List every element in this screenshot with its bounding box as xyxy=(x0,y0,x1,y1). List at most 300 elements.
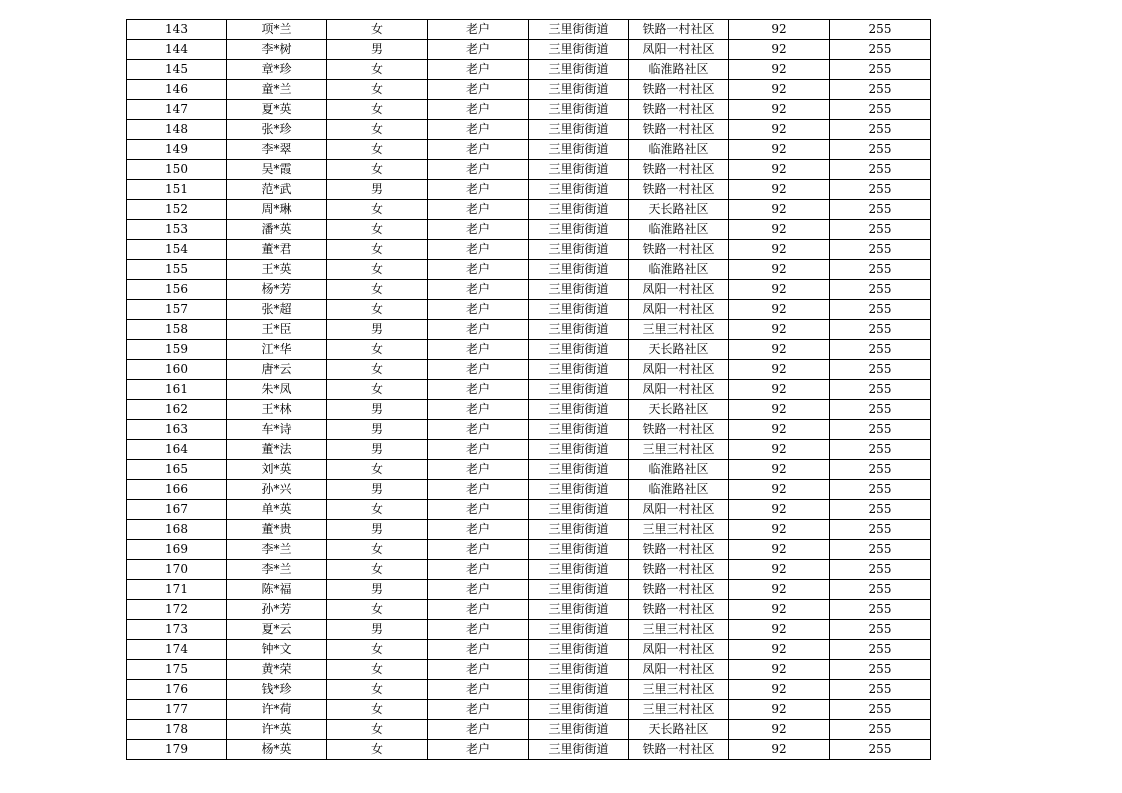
cell-value-a: 92 xyxy=(729,660,830,680)
cell-name: 潘*英 xyxy=(227,220,327,240)
cell-subdistrict: 三里街街道 xyxy=(529,160,629,180)
cell-community: 三里三村社区 xyxy=(629,320,729,340)
cell-value-a: 92 xyxy=(729,640,830,660)
cell-gender: 女 xyxy=(327,360,428,380)
cell-name: 夏*英 xyxy=(227,100,327,120)
cell-gender: 女 xyxy=(327,120,428,140)
table-row xyxy=(127,360,931,380)
cell-value-a: 92 xyxy=(729,260,830,280)
cell-value-b: 255 xyxy=(830,640,931,660)
cell-index: 177 xyxy=(127,700,227,720)
cell-gender: 女 xyxy=(327,380,428,400)
cell-index: 149 xyxy=(127,140,227,160)
cell-value-b: 255 xyxy=(830,340,931,360)
cell-value-a: 92 xyxy=(729,400,830,420)
cell-household-type: 老户 xyxy=(428,240,529,260)
cell-index: 148 xyxy=(127,120,227,140)
cell-subdistrict: 三里街街道 xyxy=(529,80,629,100)
cell-subdistrict: 三里街街道 xyxy=(529,60,629,80)
cell-community: 天长路社区 xyxy=(629,200,729,220)
cell-name: 唐*云 xyxy=(227,360,327,380)
cell-household-type: 老户 xyxy=(428,220,529,240)
cell-gender: 女 xyxy=(327,600,428,620)
cell-value-b: 255 xyxy=(830,680,931,700)
cell-subdistrict: 三里街街道 xyxy=(529,120,629,140)
cell-household-type: 老户 xyxy=(428,680,529,700)
cell-gender: 男 xyxy=(327,180,428,200)
cell-household-type: 老户 xyxy=(428,260,529,280)
cell-value-a: 92 xyxy=(729,700,830,720)
cell-household-type: 老户 xyxy=(428,520,529,540)
cell-name: 童*兰 xyxy=(227,80,327,100)
cell-gender: 女 xyxy=(327,540,428,560)
table-row xyxy=(127,500,931,520)
cell-name: 夏*云 xyxy=(227,620,327,640)
cell-gender: 女 xyxy=(327,720,428,740)
cell-subdistrict: 三里街街道 xyxy=(529,520,629,540)
cell-gender: 男 xyxy=(327,420,428,440)
cell-value-b: 255 xyxy=(830,140,931,160)
cell-value-a: 92 xyxy=(729,460,830,480)
cell-value-a: 92 xyxy=(729,720,830,740)
cell-name: 项*兰 xyxy=(227,20,327,40)
cell-value-a: 92 xyxy=(729,140,830,160)
cell-value-b: 255 xyxy=(830,20,931,40)
cell-name: 吴*霞 xyxy=(227,160,327,180)
table-row xyxy=(127,740,931,760)
table-row xyxy=(127,240,931,260)
cell-index: 171 xyxy=(127,580,227,600)
cell-name: 李*翠 xyxy=(227,140,327,160)
cell-community: 凤阳一村社区 xyxy=(629,360,729,380)
cell-household-type: 老户 xyxy=(428,60,529,80)
cell-gender: 男 xyxy=(327,620,428,640)
cell-household-type: 老户 xyxy=(428,480,529,500)
cell-index: 160 xyxy=(127,360,227,380)
cell-name: 刘*英 xyxy=(227,460,327,480)
cell-gender: 女 xyxy=(327,340,428,360)
table-row xyxy=(127,380,931,400)
table-row xyxy=(127,280,931,300)
cell-name: 孙*芳 xyxy=(227,600,327,620)
cell-index: 161 xyxy=(127,380,227,400)
cell-value-b: 255 xyxy=(830,60,931,80)
cell-household-type: 老户 xyxy=(428,660,529,680)
table-row xyxy=(127,220,931,240)
table-row xyxy=(127,400,931,420)
cell-index: 144 xyxy=(127,40,227,60)
cell-household-type: 老户 xyxy=(428,20,529,40)
cell-subdistrict: 三里街街道 xyxy=(529,580,629,600)
cell-value-b: 255 xyxy=(830,460,931,480)
cell-value-a: 92 xyxy=(729,300,830,320)
cell-name: 张*超 xyxy=(227,300,327,320)
cell-value-a: 92 xyxy=(729,20,830,40)
cell-value-b: 255 xyxy=(830,380,931,400)
cell-index: 155 xyxy=(127,260,227,280)
cell-gender: 男 xyxy=(327,480,428,500)
table-row xyxy=(127,40,931,60)
cell-name: 许*荷 xyxy=(227,700,327,720)
table-row xyxy=(127,80,931,100)
cell-household-type: 老户 xyxy=(428,560,529,580)
cell-index: 154 xyxy=(127,240,227,260)
cell-gender: 女 xyxy=(327,700,428,720)
cell-household-type: 老户 xyxy=(428,180,529,200)
cell-community: 铁路一村社区 xyxy=(629,80,729,100)
table-row xyxy=(127,20,931,40)
cell-subdistrict: 三里街街道 xyxy=(529,720,629,740)
table-body xyxy=(127,20,931,760)
cell-name: 张*珍 xyxy=(227,120,327,140)
cell-index: 164 xyxy=(127,440,227,460)
cell-household-type: 老户 xyxy=(428,320,529,340)
cell-gender: 女 xyxy=(327,220,428,240)
cell-household-type: 老户 xyxy=(428,100,529,120)
cell-household-type: 老户 xyxy=(428,640,529,660)
cell-community: 铁路一村社区 xyxy=(629,120,729,140)
cell-subdistrict: 三里街街道 xyxy=(529,480,629,500)
cell-community: 临淮路社区 xyxy=(629,460,729,480)
cell-index: 145 xyxy=(127,60,227,80)
cell-value-b: 255 xyxy=(830,280,931,300)
cell-value-b: 255 xyxy=(830,720,931,740)
table-row xyxy=(127,100,931,120)
cell-household-type: 老户 xyxy=(428,40,529,60)
cell-subdistrict: 三里街街道 xyxy=(529,680,629,700)
cell-subdistrict: 三里街街道 xyxy=(529,360,629,380)
cell-value-a: 92 xyxy=(729,560,830,580)
cell-household-type: 老户 xyxy=(428,720,529,740)
cell-value-a: 92 xyxy=(729,200,830,220)
cell-index: 162 xyxy=(127,400,227,420)
cell-value-b: 255 xyxy=(830,200,931,220)
table-row xyxy=(127,160,931,180)
cell-value-b: 255 xyxy=(830,420,931,440)
cell-community: 铁路一村社区 xyxy=(629,240,729,260)
cell-value-b: 255 xyxy=(830,400,931,420)
cell-community: 天长路社区 xyxy=(629,340,729,360)
cell-subdistrict: 三里街街道 xyxy=(529,740,629,760)
cell-household-type: 老户 xyxy=(428,80,529,100)
cell-community: 临淮路社区 xyxy=(629,140,729,160)
cell-value-a: 92 xyxy=(729,340,830,360)
table-row xyxy=(127,680,931,700)
cell-subdistrict: 三里街街道 xyxy=(529,560,629,580)
table-row xyxy=(127,660,931,680)
cell-subdistrict: 三里街街道 xyxy=(529,40,629,60)
table-row xyxy=(127,480,931,500)
table-row xyxy=(127,200,931,220)
table-row xyxy=(127,600,931,620)
cell-subdistrict: 三里街街道 xyxy=(529,260,629,280)
table-row xyxy=(127,640,931,660)
cell-community: 天长路社区 xyxy=(629,400,729,420)
cell-name: 李*树 xyxy=(227,40,327,60)
cell-subdistrict: 三里街街道 xyxy=(529,700,629,720)
cell-index: 168 xyxy=(127,520,227,540)
cell-gender: 女 xyxy=(327,140,428,160)
table-row xyxy=(127,420,931,440)
cell-subdistrict: 三里街街道 xyxy=(529,460,629,480)
data-table xyxy=(126,19,931,760)
cell-gender: 女 xyxy=(327,560,428,580)
cell-gender: 女 xyxy=(327,460,428,480)
cell-subdistrict: 三里街街道 xyxy=(529,220,629,240)
table-row xyxy=(127,120,931,140)
cell-gender: 男 xyxy=(327,440,428,460)
cell-subdistrict: 三里街街道 xyxy=(529,20,629,40)
cell-value-a: 92 xyxy=(729,740,830,760)
cell-value-b: 255 xyxy=(830,160,931,180)
cell-index: 165 xyxy=(127,460,227,480)
cell-index: 157 xyxy=(127,300,227,320)
cell-community: 凤阳一村社区 xyxy=(629,380,729,400)
cell-index: 169 xyxy=(127,540,227,560)
cell-index: 166 xyxy=(127,480,227,500)
cell-index: 167 xyxy=(127,500,227,520)
cell-name: 王*英 xyxy=(227,260,327,280)
cell-community: 天长路社区 xyxy=(629,720,729,740)
cell-index: 150 xyxy=(127,160,227,180)
cell-subdistrict: 三里街街道 xyxy=(529,620,629,640)
cell-value-b: 255 xyxy=(830,560,931,580)
cell-index: 176 xyxy=(127,680,227,700)
cell-household-type: 老户 xyxy=(428,580,529,600)
cell-value-b: 255 xyxy=(830,360,931,380)
cell-value-a: 92 xyxy=(729,500,830,520)
cell-value-b: 255 xyxy=(830,440,931,460)
cell-index: 147 xyxy=(127,100,227,120)
table-row xyxy=(127,580,931,600)
cell-gender: 男 xyxy=(327,520,428,540)
cell-household-type: 老户 xyxy=(428,700,529,720)
table-row xyxy=(127,460,931,480)
cell-subdistrict: 三里街街道 xyxy=(529,500,629,520)
cell-name: 王*臣 xyxy=(227,320,327,340)
cell-value-b: 255 xyxy=(830,500,931,520)
cell-community: 临淮路社区 xyxy=(629,60,729,80)
cell-index: 170 xyxy=(127,560,227,580)
cell-value-b: 255 xyxy=(830,180,931,200)
cell-community: 凤阳一村社区 xyxy=(629,640,729,660)
cell-household-type: 老户 xyxy=(428,540,529,560)
cell-household-type: 老户 xyxy=(428,360,529,380)
cell-value-b: 255 xyxy=(830,580,931,600)
cell-community: 凤阳一村社区 xyxy=(629,500,729,520)
cell-household-type: 老户 xyxy=(428,500,529,520)
table-row xyxy=(127,540,931,560)
cell-gender: 男 xyxy=(327,400,428,420)
cell-gender: 女 xyxy=(327,260,428,280)
cell-index: 151 xyxy=(127,180,227,200)
table-row xyxy=(127,620,931,640)
cell-gender: 女 xyxy=(327,300,428,320)
cell-household-type: 老户 xyxy=(428,740,529,760)
cell-value-b: 255 xyxy=(830,80,931,100)
cell-subdistrict: 三里街街道 xyxy=(529,200,629,220)
cell-household-type: 老户 xyxy=(428,420,529,440)
cell-community: 铁路一村社区 xyxy=(629,540,729,560)
cell-index: 146 xyxy=(127,80,227,100)
cell-value-b: 255 xyxy=(830,480,931,500)
cell-name: 孙*兴 xyxy=(227,480,327,500)
cell-gender: 女 xyxy=(327,280,428,300)
cell-name: 李*兰 xyxy=(227,540,327,560)
cell-value-a: 92 xyxy=(729,380,830,400)
cell-name: 许*英 xyxy=(227,720,327,740)
cell-value-a: 92 xyxy=(729,520,830,540)
cell-value-a: 92 xyxy=(729,220,830,240)
table-row xyxy=(127,320,931,340)
cell-index: 178 xyxy=(127,720,227,740)
cell-gender: 女 xyxy=(327,80,428,100)
cell-value-a: 92 xyxy=(729,480,830,500)
cell-community: 三里三村社区 xyxy=(629,520,729,540)
cell-value-b: 255 xyxy=(830,120,931,140)
cell-value-b: 255 xyxy=(830,520,931,540)
cell-value-a: 92 xyxy=(729,80,830,100)
cell-household-type: 老户 xyxy=(428,120,529,140)
cell-gender: 女 xyxy=(327,240,428,260)
table-row xyxy=(127,180,931,200)
cell-value-b: 255 xyxy=(830,220,931,240)
cell-gender: 男 xyxy=(327,40,428,60)
cell-index: 158 xyxy=(127,320,227,340)
cell-index: 152 xyxy=(127,200,227,220)
cell-value-b: 255 xyxy=(830,740,931,760)
cell-name: 杨*芳 xyxy=(227,280,327,300)
cell-community: 铁路一村社区 xyxy=(629,580,729,600)
cell-household-type: 老户 xyxy=(428,460,529,480)
cell-gender: 女 xyxy=(327,500,428,520)
table-row xyxy=(127,520,931,540)
cell-name: 董*法 xyxy=(227,440,327,460)
cell-value-a: 92 xyxy=(729,120,830,140)
cell-value-a: 92 xyxy=(729,180,830,200)
cell-name: 杨*英 xyxy=(227,740,327,760)
cell-gender: 女 xyxy=(327,100,428,120)
cell-community: 铁路一村社区 xyxy=(629,100,729,120)
cell-name: 钟*文 xyxy=(227,640,327,660)
cell-community: 铁路一村社区 xyxy=(629,740,729,760)
table-row xyxy=(127,60,931,80)
cell-index: 174 xyxy=(127,640,227,660)
table-row xyxy=(127,560,931,580)
cell-gender: 男 xyxy=(327,320,428,340)
cell-household-type: 老户 xyxy=(428,300,529,320)
cell-household-type: 老户 xyxy=(428,600,529,620)
cell-community: 铁路一村社区 xyxy=(629,420,729,440)
cell-index: 172 xyxy=(127,600,227,620)
cell-value-a: 92 xyxy=(729,40,830,60)
cell-subdistrict: 三里街街道 xyxy=(529,440,629,460)
cell-community: 凤阳一村社区 xyxy=(629,300,729,320)
cell-name: 范*武 xyxy=(227,180,327,200)
cell-value-b: 255 xyxy=(830,700,931,720)
cell-subdistrict: 三里街街道 xyxy=(529,540,629,560)
cell-value-a: 92 xyxy=(729,160,830,180)
cell-gender: 女 xyxy=(327,660,428,680)
cell-name: 黄*荣 xyxy=(227,660,327,680)
cell-community: 铁路一村社区 xyxy=(629,20,729,40)
cell-value-a: 92 xyxy=(729,440,830,460)
cell-community: 凤阳一村社区 xyxy=(629,280,729,300)
cell-name: 朱*凤 xyxy=(227,380,327,400)
cell-household-type: 老户 xyxy=(428,380,529,400)
cell-household-type: 老户 xyxy=(428,440,529,460)
cell-community: 铁路一村社区 xyxy=(629,600,729,620)
cell-subdistrict: 三里街街道 xyxy=(529,300,629,320)
cell-name: 周*琳 xyxy=(227,200,327,220)
cell-community: 铁路一村社区 xyxy=(629,160,729,180)
cell-gender: 女 xyxy=(327,20,428,40)
cell-household-type: 老户 xyxy=(428,200,529,220)
table-row xyxy=(127,260,931,280)
cell-value-b: 255 xyxy=(830,600,931,620)
cell-index: 153 xyxy=(127,220,227,240)
cell-value-a: 92 xyxy=(729,580,830,600)
cell-index: 156 xyxy=(127,280,227,300)
cell-name: 车*诗 xyxy=(227,420,327,440)
cell-name: 单*英 xyxy=(227,500,327,520)
cell-subdistrict: 三里街街道 xyxy=(529,100,629,120)
cell-gender: 女 xyxy=(327,680,428,700)
cell-value-b: 255 xyxy=(830,240,931,260)
cell-community: 临淮路社区 xyxy=(629,260,729,280)
cell-name: 陈*福 xyxy=(227,580,327,600)
table-row xyxy=(127,300,931,320)
cell-gender: 女 xyxy=(327,160,428,180)
cell-community: 三里三村社区 xyxy=(629,680,729,700)
cell-index: 143 xyxy=(127,20,227,40)
cell-index: 173 xyxy=(127,620,227,640)
table-row xyxy=(127,720,931,740)
cell-index: 163 xyxy=(127,420,227,440)
cell-name: 李*兰 xyxy=(227,560,327,580)
cell-community: 铁路一村社区 xyxy=(629,180,729,200)
cell-name: 董*君 xyxy=(227,240,327,260)
cell-value-a: 92 xyxy=(729,420,830,440)
table-row xyxy=(127,440,931,460)
cell-value-a: 92 xyxy=(729,320,830,340)
cell-community: 凤阳一村社区 xyxy=(629,660,729,680)
cell-value-a: 92 xyxy=(729,360,830,380)
cell-value-a: 92 xyxy=(729,60,830,80)
cell-value-b: 255 xyxy=(830,620,931,640)
cell-subdistrict: 三里街街道 xyxy=(529,600,629,620)
cell-gender: 女 xyxy=(327,640,428,660)
cell-household-type: 老户 xyxy=(428,620,529,640)
cell-subdistrict: 三里街街道 xyxy=(529,240,629,260)
cell-name: 王*林 xyxy=(227,400,327,420)
cell-subdistrict: 三里街街道 xyxy=(529,340,629,360)
cell-subdistrict: 三里街街道 xyxy=(529,180,629,200)
cell-subdistrict: 三里街街道 xyxy=(529,640,629,660)
cell-name: 章*珍 xyxy=(227,60,327,80)
cell-community: 三里三村社区 xyxy=(629,700,729,720)
cell-subdistrict: 三里街街道 xyxy=(529,320,629,340)
cell-community: 临淮路社区 xyxy=(629,220,729,240)
cell-subdistrict: 三里街街道 xyxy=(529,140,629,160)
cell-name: 江*华 xyxy=(227,340,327,360)
cell-household-type: 老户 xyxy=(428,160,529,180)
cell-name: 董*贵 xyxy=(227,520,327,540)
cell-household-type: 老户 xyxy=(428,280,529,300)
cell-community: 凤阳一村社区 xyxy=(629,40,729,60)
cell-value-b: 255 xyxy=(830,260,931,280)
cell-index: 175 xyxy=(127,660,227,680)
